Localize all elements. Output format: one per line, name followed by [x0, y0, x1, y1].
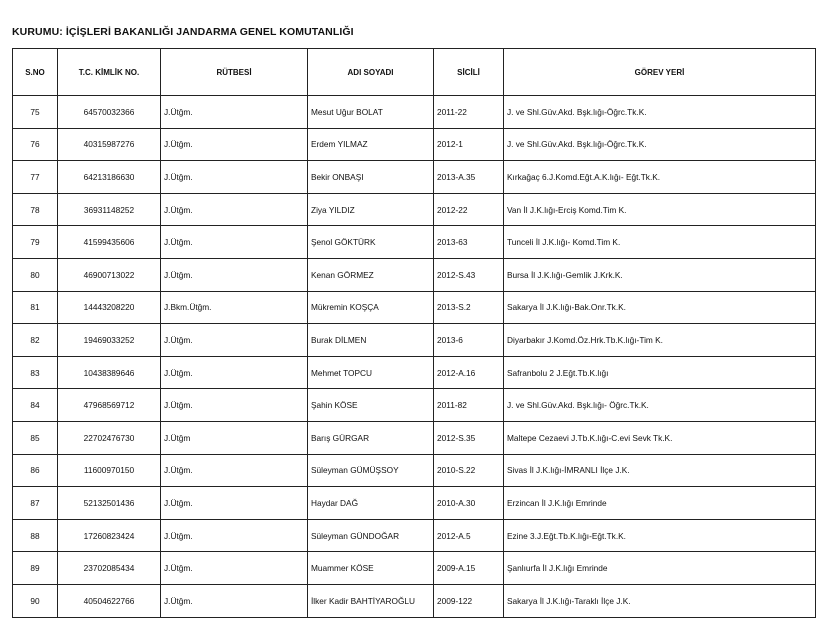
cell-sicil: 2013-S.2: [434, 291, 504, 324]
cell-tc-kimlik: 23702085434: [58, 552, 161, 585]
cell-tc-kimlik: 10438389646: [58, 356, 161, 389]
table-row: [13, 454, 816, 487]
cell-rutbe: J.Ütğm.: [161, 324, 308, 357]
cell-adi-soyadi: Ziya YILDIZ: [308, 193, 434, 226]
cell-rutbe: J.Ütğm.: [161, 161, 308, 194]
cell-rutbe: J.Ütğm.: [161, 96, 308, 129]
cell-sicil: 2010-S.22: [434, 454, 504, 487]
cell-sicil: 2012-A.5: [434, 519, 504, 552]
table-row: [13, 421, 816, 454]
cell-rutbe: J.Ütğm: [161, 421, 308, 454]
cell-rutbe: J.Ütğm.: [161, 454, 308, 487]
cell-gorev-yeri: Kırkağaç 6.J.Komd.Eğt.A.K.lığı- Eğt.Tk.K.: [504, 161, 816, 194]
cell-tc-kimlik: 64213186630: [58, 161, 161, 194]
cell-rutbe: J.Ütğm.: [161, 584, 308, 617]
cell-gorev-yeri: Van İl J.K.lığı-Erciş Komd.Tim K.: [504, 193, 816, 226]
cell-gorev-yeri: Bursa İl J.K.lığı-Gemlik J.Krk.K.: [504, 258, 816, 291]
cell-sicil: 2013-63: [434, 226, 504, 259]
table-row: [13, 128, 816, 161]
header-sno: S.NO: [13, 49, 58, 96]
table-row: [13, 226, 816, 259]
header-rutbe: RÜTBESİ: [161, 49, 308, 96]
header-gorev-yeri: GÖREV YERİ: [504, 49, 816, 96]
cell-tc-kimlik: 22702476730: [58, 421, 161, 454]
cell-adi-soyadi: Mesut Uğur BOLAT: [308, 96, 434, 129]
table-row: [13, 291, 816, 324]
cell-adi-soyadi: Mükremin KOŞÇA: [308, 291, 434, 324]
cell-sicil: 2011-22: [434, 96, 504, 129]
cell-rutbe: J.Bkm.Ütğm.: [161, 291, 308, 324]
cell-sno: 89: [13, 552, 58, 585]
cell-adi-soyadi: Süleyman GÜMÜŞSOY: [308, 454, 434, 487]
cell-sicil: 2009-122: [434, 584, 504, 617]
table-row: [13, 552, 816, 585]
cell-tc-kimlik: 36931148252: [58, 193, 161, 226]
cell-gorev-yeri: Maltepe Cezaevi J.Tb.K.lığı-C.evi Sevk Tk.K.: [504, 421, 816, 454]
cell-gorev-yeri: J. ve Shl.Güv.Akd. Bşk.lığı-Öğrc.Tk.K.: [504, 128, 816, 161]
cell-sno: 77: [13, 161, 58, 194]
cell-gorev-yeri: Ezine 3.J.Eğt.Tb.K.lığı-Eğt.Tk.K.: [504, 519, 816, 552]
cell-sicil: 2012-A.16: [434, 356, 504, 389]
cell-rutbe: J.Ütğm.: [161, 258, 308, 291]
cell-sicil: 2011-82: [434, 389, 504, 422]
cell-sno: 79: [13, 226, 58, 259]
table-row: [13, 258, 816, 291]
cell-adi-soyadi: Şahin KÖSE: [308, 389, 434, 422]
cell-sno: 88: [13, 519, 58, 552]
cell-sicil: 2013-A.35: [434, 161, 504, 194]
table-row: [13, 161, 816, 194]
cell-rutbe: J.Ütğm.: [161, 128, 308, 161]
cell-tc-kimlik: 14443208220: [58, 291, 161, 324]
cell-rutbe: J.Ütğm.: [161, 226, 308, 259]
cell-rutbe: J.Ütğm.: [161, 193, 308, 226]
cell-rutbe: J.Ütğm.: [161, 389, 308, 422]
cell-gorev-yeri: Safranbolu 2 J.Eğt.Tb.K.lığı: [504, 356, 816, 389]
cell-sicil: 2013-6: [434, 324, 504, 357]
cell-gorev-yeri: J. ve Shl.Güv.Akd. Bşk.lığı- Öğrc.Tk.K.: [504, 389, 816, 422]
table-row: [13, 356, 816, 389]
cell-tc-kimlik: 40315987276: [58, 128, 161, 161]
header-tc-kimlik: T.C. KİMLİK NO.: [58, 49, 161, 96]
cell-sno: 87: [13, 487, 58, 520]
cell-adi-soyadi: Haydar DAĞ: [308, 487, 434, 520]
cell-tc-kimlik: 17260823424: [58, 519, 161, 552]
personnel-table: [12, 48, 816, 618]
cell-rutbe: J.Ütğm.: [161, 356, 308, 389]
header-sicil: SİCİLİ: [434, 49, 504, 96]
cell-sno: 78: [13, 193, 58, 226]
cell-tc-kimlik: 40504622766: [58, 584, 161, 617]
cell-sno: 90: [13, 584, 58, 617]
cell-rutbe: J.Ütğm.: [161, 552, 308, 585]
cell-rutbe: J.Ütğm.: [161, 519, 308, 552]
cell-gorev-yeri: Diyarbakır J.Komd.Öz.Hrk.Tb.K.lığı-Tim K.: [504, 324, 816, 357]
cell-tc-kimlik: 64570032366: [58, 96, 161, 129]
cell-gorev-yeri: Erzincan İl J.K.lığı Emrinde: [504, 487, 816, 520]
cell-sicil: 2012-S.43: [434, 258, 504, 291]
cell-sno: 75: [13, 96, 58, 129]
cell-tc-kimlik: 46900713022: [58, 258, 161, 291]
table-row: [13, 584, 816, 617]
cell-tc-kimlik: 11600970150: [58, 454, 161, 487]
cell-gorev-yeri: Sakarya İl J.K.lığı-Bak.Onr.Tk.K.: [504, 291, 816, 324]
cell-adi-soyadi: Barış GÜRGAR: [308, 421, 434, 454]
cell-gorev-yeri: Sivas İl J.K.lığı-İMRANLI İlçe J.K.: [504, 454, 816, 487]
cell-sno: 80: [13, 258, 58, 291]
cell-sno: 86: [13, 454, 58, 487]
cell-tc-kimlik: 19469033252: [58, 324, 161, 357]
cell-gorev-yeri: Şanlıurfa İl J.K.lığı Emrinde: [504, 552, 816, 585]
cell-adi-soyadi: Muammer KÖSE: [308, 552, 434, 585]
cell-gorev-yeri: Sakarya İl J.K.lığı-Taraklı İlçe J.K.: [504, 584, 816, 617]
cell-tc-kimlik: 52132501436: [58, 487, 161, 520]
cell-adi-soyadi: Kenan GÖRMEZ: [308, 258, 434, 291]
cell-sicil: 2012-22: [434, 193, 504, 226]
cell-tc-kimlik: 41599435606: [58, 226, 161, 259]
cell-sicil: 2012-1: [434, 128, 504, 161]
cell-adi-soyadi: Mehmet TOPCU: [308, 356, 434, 389]
cell-adi-soyadi: Bekir ONBAŞI: [308, 161, 434, 194]
cell-adi-soyadi: Burak DİLMEN: [308, 324, 434, 357]
cell-adi-soyadi: Süleyman GÜNDOĞAR: [308, 519, 434, 552]
cell-adi-soyadi: Şenol GÖKTÜRK: [308, 226, 434, 259]
table-row: [13, 96, 816, 129]
table-row: [13, 519, 816, 552]
table-row: [13, 193, 816, 226]
cell-sno: 83: [13, 356, 58, 389]
cell-gorev-yeri: Tunceli İl J.K.lığı- Komd.Tim K.: [504, 226, 816, 259]
cell-rutbe: J.Ütğm.: [161, 487, 308, 520]
cell-sno: 76: [13, 128, 58, 161]
table-row: [13, 324, 816, 357]
cell-sno: 82: [13, 324, 58, 357]
cell-sicil: 2012-S.35: [434, 421, 504, 454]
cell-sno: 84: [13, 389, 58, 422]
header-adi-soyadi: ADI SOYADI: [308, 49, 434, 96]
cell-tc-kimlik: 47968569712: [58, 389, 161, 422]
cell-sno: 85: [13, 421, 58, 454]
cell-adi-soyadi: İlker Kadir BAHTİYAROĞLU: [308, 584, 434, 617]
table-row: [13, 389, 816, 422]
cell-sno: 81: [13, 291, 58, 324]
cell-sicil: 2010-A.30: [434, 487, 504, 520]
cell-sicil: 2009-A.15: [434, 552, 504, 585]
table-row: [13, 487, 816, 520]
document-title: KURUMU: İÇİŞLERİ BAKANLIĞI JANDARMA GENEL KOMUTANLIĞI: [12, 26, 354, 38]
cell-adi-soyadi: Erdem YILMAZ: [308, 128, 434, 161]
cell-gorev-yeri: J. ve Shl.Güv.Akd. Bşk.lığı-Öğrc.Tk.K.: [504, 96, 816, 129]
table-header-row: [13, 49, 816, 96]
